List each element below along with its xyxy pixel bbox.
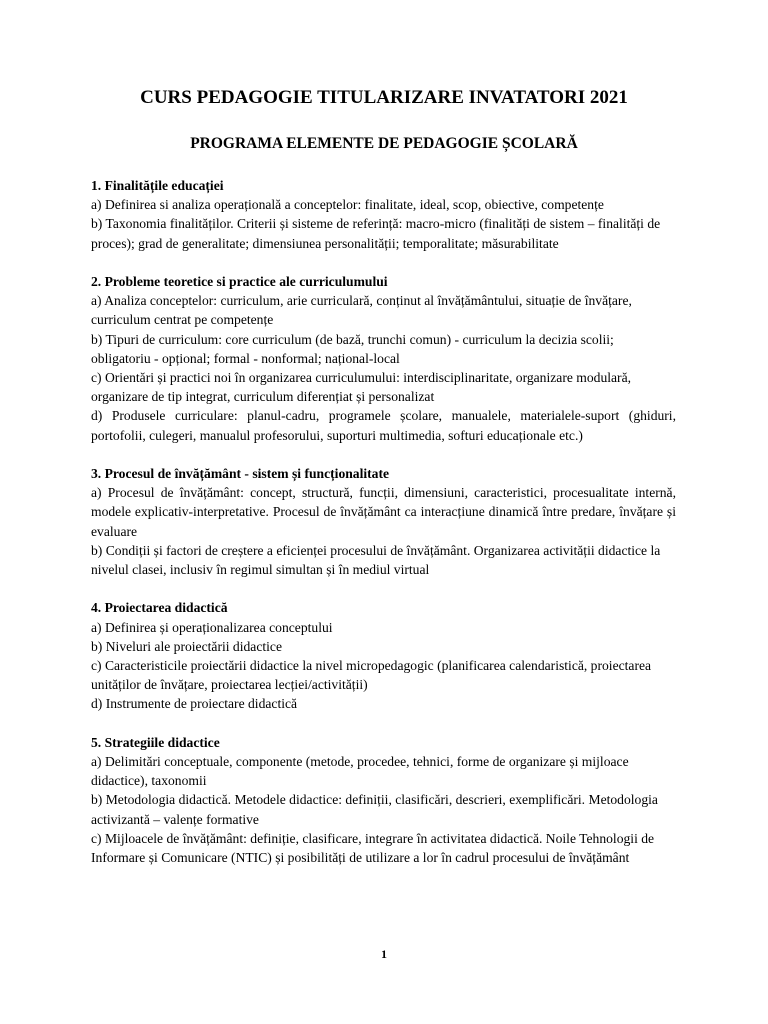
section-finalitati (91, 176, 676, 253)
section-proces-invatamant (91, 464, 676, 579)
page-number: 1 (381, 947, 387, 961)
document-body (91, 176, 676, 886)
section-heading: 1. Finalitățile educației (91, 178, 224, 193)
section-item: c) Orientări și practici noi în organizarea curriculumului: interdisciplinaritate, organizare modulară, organizare de tip integrat, curriculum diferențiat și personalizat (91, 370, 632, 405)
section-item: c) Caracteristicile proiectării didactice la nivel micropedagogic (planificarea calendaristică, proiectarea unităților de învățare, proiectarea lecției/activității) (91, 658, 652, 693)
section-item: a) Definirea și operaționalizarea conceptului (91, 619, 333, 635)
section-proiectare (91, 598, 676, 713)
section-item: b) Condiții și factori de creștere a eficienței procesului de învățământ. Organizarea activității didactice la nivelul clasei, inclusiv în regimul simultan și în mediul virtual (91, 542, 661, 578)
section-heading: 2. Probleme teoretice si practice ale curriculumului (91, 274, 388, 289)
document-subtitle: PROGRAMA ELEMENTE DE PEDAGOGIE ȘCOLARĂ (190, 135, 578, 152)
section-item: d) Produsele curriculare: planul-cadru, programele școlare, manualele, materialele-suport (ghiduri, portofolii, culegeri, manualul profesorului, suporturi multimedia, softuri educaționale etc.) (91, 408, 676, 443)
section-item: c) Mijloacele de învățământ: definiție, clasificare, integrare în activitatea didactică. Noile Tehnologii de Informare și Comunicare (NTIC) și posibilități de utilizare a lor în cadrul procesului de învățământ (91, 830, 655, 866)
section-item: a) Definirea si analiza operațională a conceptelor: finalitate, ideal, scop, obiective, competențe (91, 197, 604, 213)
section-item: a) Procesul de învățământ: concept, structură, funcții, dimensiuni, caracteristici, procesualitate internă, modele explicativ-interpretative. Procesul de învățământ ca interacțiune dinamică între predare, învățare și evaluare (91, 485, 676, 539)
section-item: b) Metodologia didactică. Metodele didactice: definiții, clasificări, descrieri, exemplificări. Metodologia activizantă – valențe formative (91, 792, 658, 827)
section-strategii (91, 733, 676, 867)
document-title: CURS PEDAGOGIE TITULARIZARE INVATATORI 2021 (140, 87, 628, 108)
section-heading: 4. Proiectarea didactică (91, 600, 228, 616)
section-heading: 5. Strategiile didactice (91, 734, 220, 750)
section-item: b) Taxonomia finalităților. Criterii și sisteme de referință: macro-micro (finalități de sistem – finalități de proces); grad de generalitate; dimensiunea personalității; temporalitate; măsurabilitate (91, 216, 661, 251)
section-item: d) Instrumente de proiectare didactică (91, 696, 298, 712)
section-item: a) Analiza conceptelor: curriculum, arie curriculară, conținut al învățământului, situație de învățare, curriculum centrat pe competențe (91, 293, 632, 328)
section-heading: 3. Procesul de învățământ - sistem și funcționalitate (91, 466, 390, 482)
section-item: b) Niveluri ale proiectării didactice (91, 638, 282, 654)
section-item: b) Tipuri de curriculum: core curriculum (de bază, trunchi comun) - curriculum la decizia scolii; obligatoriu - opțional; formal - nonformal; național-local (91, 331, 614, 366)
section-item: a) Delimitări conceptuale, componente (metode, procedee, tehnici, forme de organizare și mijloace didactice), taxonomii (91, 754, 629, 789)
section-curriculum (91, 272, 676, 445)
